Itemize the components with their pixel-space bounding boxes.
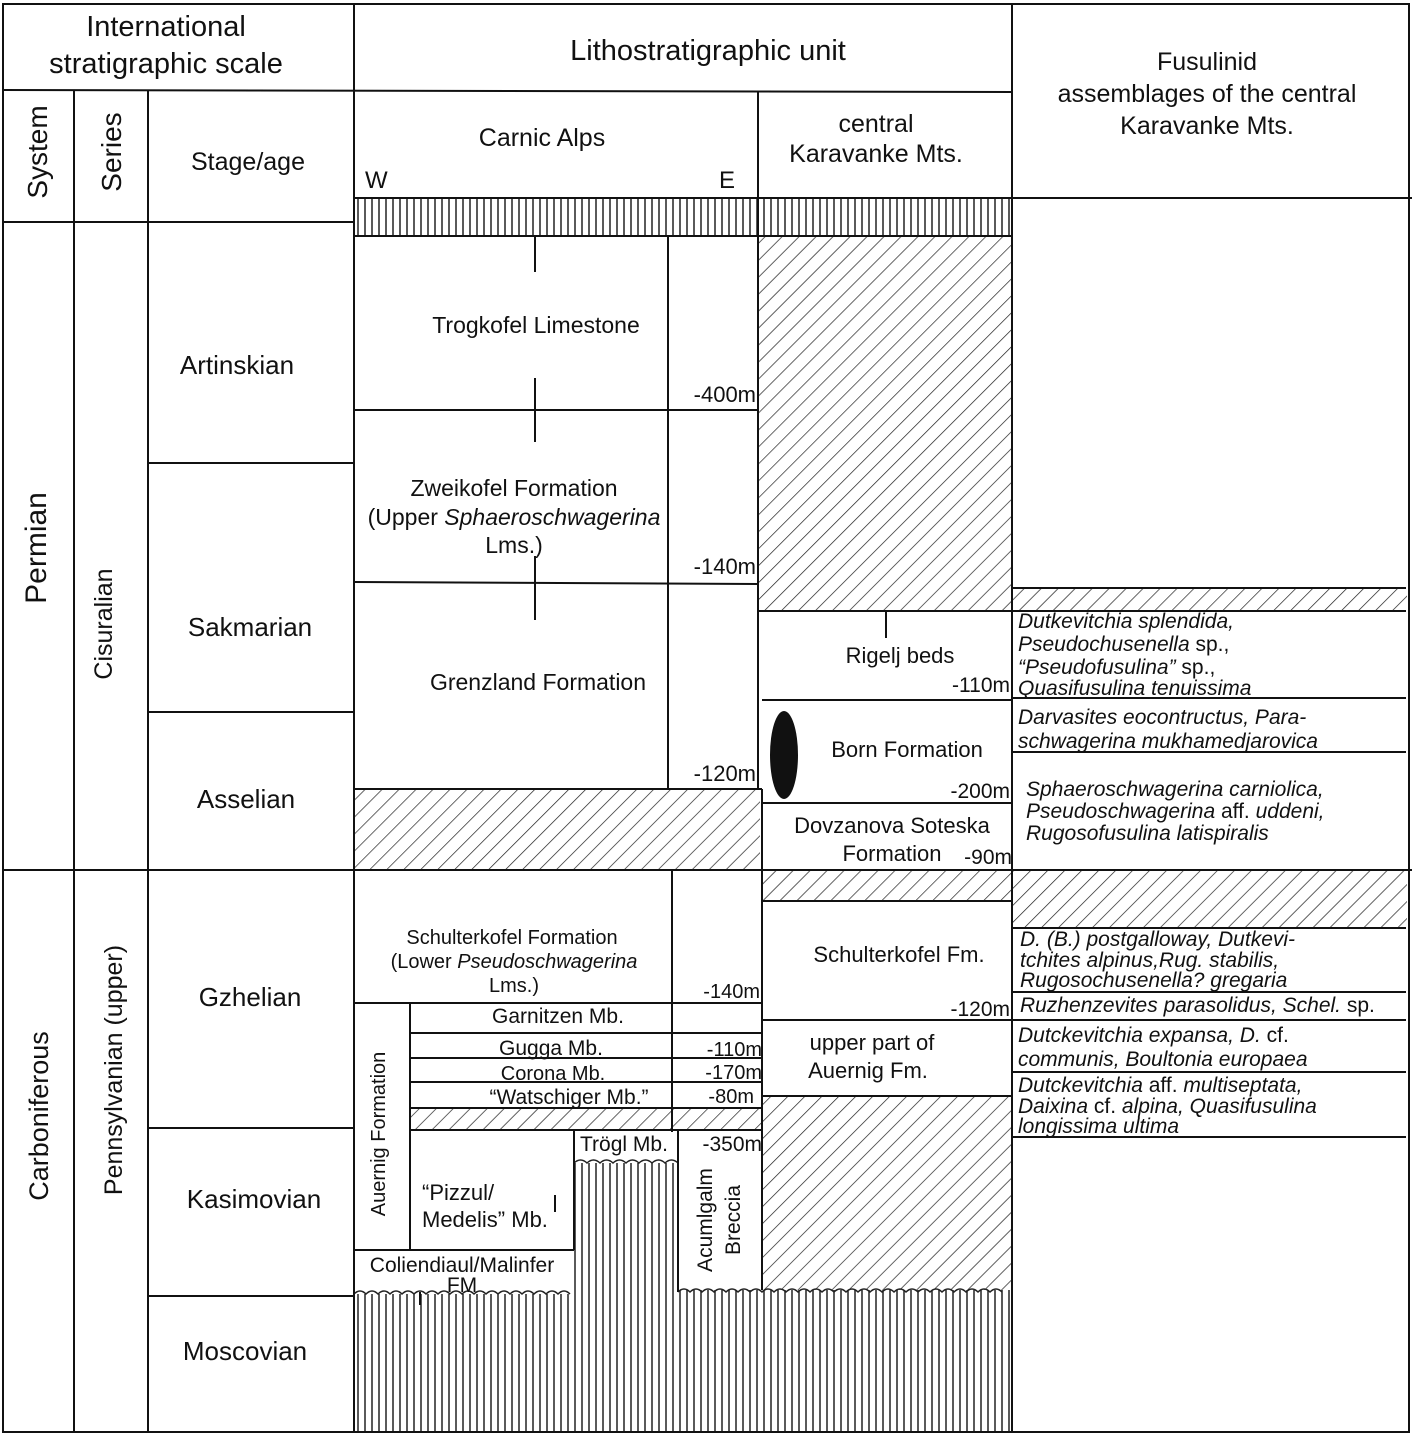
unit-zweikofel-1: Zweikofel Formation	[410, 475, 618, 501]
header-lithostratigraphic: Lithostratigraphic unit	[570, 35, 846, 67]
thickness-140m-a: -140m	[693, 554, 756, 579]
header-stage-age: Stage/age	[191, 148, 305, 176]
carnic-hatch-watschiger	[410, 1108, 762, 1130]
fus-a7-3: longissima ultima	[1018, 1115, 1180, 1138]
unit-pizzul-2: Medelis” Mb.	[422, 1207, 548, 1232]
fus-a3-1: Sphaeroschwagerina carniolica,	[1026, 778, 1324, 801]
unit-schulterkofel-1: Schulterkofel Formation	[406, 927, 618, 949]
fus-a4-2: tchites alpinus,Rug. stabilis,	[1020, 949, 1280, 972]
kar-rigelj: Rigelj beds	[845, 643, 955, 668]
unit-trogl: Trögl Mb.	[580, 1133, 668, 1156]
kar-born: Born Formation	[831, 737, 983, 762]
kar-rigelj-thickness: -110m	[952, 674, 1010, 697]
moscovian-vertical-lines-left	[354, 1294, 574, 1432]
kar-dovzanova-2: Formation	[842, 841, 942, 866]
born-lens-icon	[770, 711, 798, 799]
unit-schulterkofel-2: (Lower Pseudoschwagerina	[390, 951, 638, 973]
unit-schulterkofel-3: Lms.)	[489, 975, 539, 997]
unit-acumlgalm-2: Breccia	[722, 1184, 745, 1256]
trogl-wave-top	[574, 1160, 678, 1163]
unit-gugga: Gugga Mb.	[499, 1037, 603, 1060]
unit-acumlgalm-1: Acumlgalm	[694, 1168, 717, 1272]
fus-a4-1: D. (B.) postgalloway, Dutkevi-	[1020, 928, 1296, 951]
unit-auernig-formation: Auernig Formation	[368, 1051, 390, 1217]
kar-schulterkofel: Schulterkofel Fm.	[813, 942, 985, 967]
kar-auernig-2: Auernig Fm.	[808, 1058, 928, 1083]
stage-gzhelian: Gzhelian	[198, 982, 302, 1012]
fus-a1-2: Pseudochusenella sp.,	[1018, 633, 1230, 656]
thickness-80m: -80m	[708, 1086, 754, 1108]
fus-a3-2: Pseudoschwagerina aff. uddeni,	[1026, 800, 1325, 823]
system-permian: Permian	[20, 492, 53, 604]
karavanke-hatch-boundary	[762, 870, 1012, 901]
unit-pizzul-1: “Pizzul/	[422, 1180, 495, 1205]
fus-a6-1: Dutckevitchia expansa, D. cf.	[1018, 1024, 1289, 1047]
moscovian-vertical-lines-right	[678, 1290, 1012, 1432]
unit-coliendiaul-2: FM	[446, 1274, 478, 1297]
thickness-120m: -120m	[693, 761, 756, 786]
series-cisuralian: Cisuralian	[90, 568, 118, 680]
kar-dovzanova-1: Dovzanova Soteska	[794, 813, 990, 838]
fus-a3-3: Rugosofusulina latispiralis	[1026, 822, 1269, 845]
stage-moscovian: Moscovian	[182, 1336, 308, 1366]
thickness-350m: -350m	[702, 1133, 762, 1156]
karavanke-hatch-upper	[758, 236, 1012, 611]
unit-trogkofel: Trogkofel Limestone	[432, 312, 640, 338]
kar-auernig-1: upper part of	[809, 1030, 935, 1055]
header-east: E	[719, 167, 736, 194]
unit-zweikofel-2: (Upper Sphaeroschwagerina	[367, 504, 661, 530]
fus-a7-1: Dutckevitchia aff. multiseptata,	[1018, 1074, 1303, 1097]
trogl-vertical-lines	[574, 1163, 678, 1432]
fus-a4-3: Rugosochusenella? gregaria	[1020, 969, 1288, 992]
unit-grenzland: Grenzland Formation	[429, 669, 647, 695]
unit-watschiger: “Watschiger Mb.”	[489, 1086, 649, 1109]
fus-a2-1: Darvasites eocontructus, Para-	[1018, 706, 1307, 729]
header-carnic-alps: Carnic Alps	[478, 124, 606, 152]
fusulinid-hatch-boundary	[1012, 870, 1407, 928]
stage-artinskian: Artinskian	[179, 350, 295, 380]
thickness-140m-b: -140m	[703, 981, 760, 1003]
fus-a1-4: Quasifusulina tenuissima	[1018, 677, 1252, 700]
header-international-1: International	[86, 11, 246, 43]
unit-coliendiaul-1: Coliendiaul/Malinfer	[369, 1254, 555, 1277]
header-series: Series	[96, 112, 127, 192]
unit-garnitzen: Garnitzen Mb.	[492, 1005, 624, 1028]
series-pennsylvanian: Pennsylvanian (upper)	[100, 944, 128, 1196]
hiatus-band-top	[354, 198, 1012, 236]
header-karavanke-2: Karavanke Mts.	[789, 140, 963, 168]
kar-born-thickness: -200m	[950, 780, 1010, 803]
unit-zweikofel-3: Lms.)	[485, 532, 543, 558]
fus-a7-2: Daixina cf. alpina, Quasifusulina	[1018, 1095, 1317, 1118]
system-carboniferous: Carboniferous	[24, 1031, 54, 1201]
thickness-110m: -110m	[706, 1039, 762, 1061]
fus-a5-1: Ruzhenzevites parasolidus, Schel. sp.	[1020, 994, 1375, 1017]
header-karavanke-1: central	[838, 110, 914, 138]
kar-dovzanova-thickness: -90m	[964, 846, 1012, 869]
fus-a2-2: schwagerina mukhamedjarovica	[1018, 730, 1318, 753]
fus-a6-2: communis, Boultonia europaea	[1018, 1048, 1308, 1071]
header-system: System	[22, 105, 53, 199]
header-fusulinid-2: assemblages of the central	[1057, 80, 1357, 108]
karavanke-hatch-lower	[762, 1096, 1012, 1292]
carnic-hatch-asselian	[354, 789, 760, 870]
thickness-170m: -170m	[705, 1062, 762, 1084]
unit-corona: Corona Mb.	[500, 1063, 606, 1085]
thickness-400m: -400m	[693, 382, 756, 407]
stage-sakmarian: Sakmarian	[187, 612, 313, 642]
header-fusulinid-1: Fusulinid	[1156, 48, 1258, 76]
kar-schulterkofel-thickness: -120m	[950, 998, 1010, 1021]
fus-a1-3: “Pseudofusulina” sp.,	[1018, 656, 1216, 679]
stage-asselian: Asselian	[196, 784, 296, 814]
fus-a1-1: Dutkevitchia splendida,	[1018, 610, 1234, 633]
header-international-2: stratigraphic scale	[49, 48, 283, 80]
stage-kasimovian: Kasimovian	[186, 1184, 322, 1214]
fusulinid-hatch-upper	[1012, 588, 1407, 611]
header-west: W	[365, 167, 388, 194]
header-fusulinid-3: Karavanke Mts.	[1120, 112, 1294, 140]
